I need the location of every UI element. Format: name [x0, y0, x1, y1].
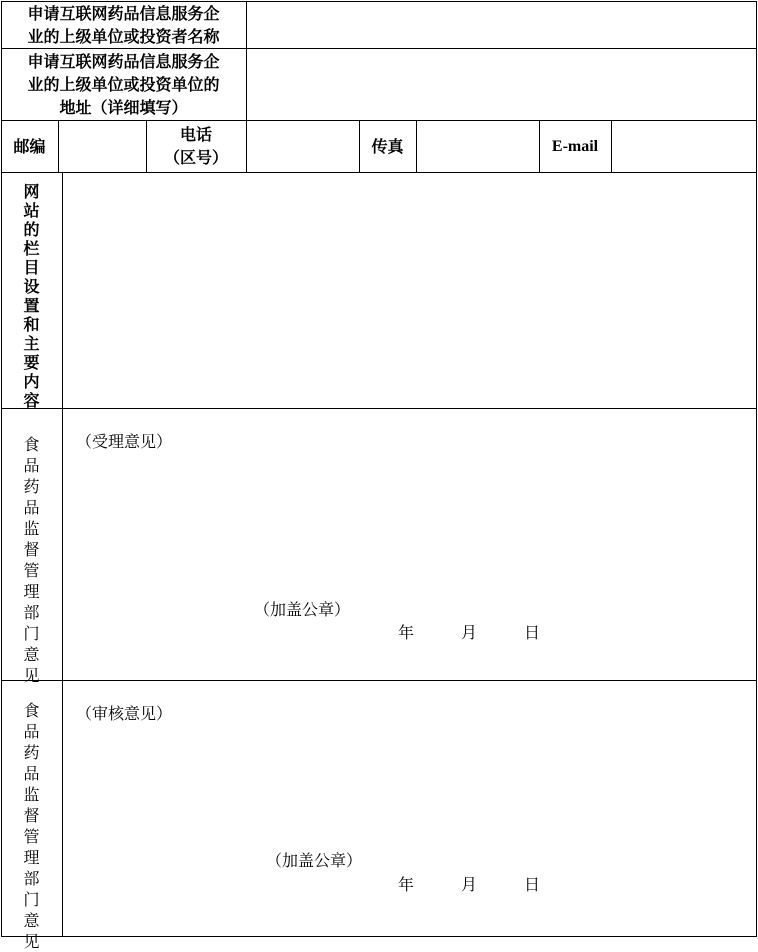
- phone-field[interactable]: [247, 121, 359, 172]
- superior-address-field[interactable]: [247, 49, 756, 120]
- fax-label: 传真: [371, 136, 404, 156]
- vertical-label-char: 目: [23, 258, 40, 277]
- review-dept-label: [1, 700, 62, 952]
- review-year-label: 年: [398, 875, 415, 894]
- postcode-field[interactable]: [59, 121, 146, 172]
- postcode-label: 邮编: [13, 136, 46, 156]
- vertical-label-char: 理: [23, 848, 40, 867]
- vertical-label-char: 督: [23, 806, 40, 825]
- vertical-label-char: 置: [23, 296, 40, 315]
- vertical-label-char: 管: [23, 827, 40, 846]
- vertical-label-char: 设: [23, 277, 40, 296]
- vertical-label-char: 内: [23, 372, 40, 391]
- vertical-label-char: 和: [23, 315, 40, 334]
- vertical-label-char: 品: [23, 456, 40, 475]
- acceptance-day-label: 日: [524, 623, 541, 642]
- review-seal-label: （加盖公章）: [266, 851, 363, 870]
- vertical-label-char: 意: [23, 911, 40, 930]
- label-line: 申请互联网药品信息服务企: [27, 3, 220, 23]
- website-content-field[interactable]: [63, 173, 756, 408]
- email-field[interactable]: [612, 121, 756, 172]
- vertical-label-char: 部: [23, 603, 40, 622]
- vertical-label-char: 网: [23, 182, 40, 201]
- vertical-label-char: 药: [23, 743, 40, 762]
- vertical-label-char: 品: [23, 722, 40, 741]
- vertical-label-char: 监: [23, 519, 40, 538]
- vertical-label-char: 容: [23, 391, 40, 410]
- vertical-label-char: 主: [23, 334, 40, 353]
- email-label: E-mail: [551, 137, 599, 155]
- vertical-label-char: 管: [23, 561, 40, 580]
- acceptance-dept-label: [1, 434, 62, 686]
- label-line: 地址（详细填写）: [59, 97, 188, 117]
- superior-address-label: [1, 48, 246, 120]
- phone-label: [146, 120, 246, 172]
- vertical-label-char: 要: [23, 353, 40, 372]
- fax-field[interactable]: [417, 121, 539, 172]
- vertical-label-char: 督: [23, 540, 40, 559]
- vertical-label-char: 食: [23, 701, 40, 720]
- review-opinion-label: （审核意见）: [76, 704, 173, 723]
- acceptance-month-label: 月: [461, 623, 478, 642]
- label-line: 电话: [179, 125, 212, 144]
- vertical-label-char: 品: [23, 498, 40, 517]
- acceptance-seal-label: （加盖公章）: [254, 600, 351, 619]
- row-divider: [1, 680, 757, 681]
- vertical-label-char: 栏: [23, 239, 40, 258]
- label-line: 业的上级单位或投资单位的: [27, 74, 220, 94]
- label-line: 业的上级单位或投资者名称: [27, 26, 220, 46]
- label-line: 申请互联网药品信息服务企: [27, 51, 220, 71]
- superior-name-field[interactable]: [247, 2, 756, 48]
- vertical-label-char: 理: [23, 582, 40, 601]
- vertical-label-char: 站: [23, 201, 40, 220]
- table-border-right: [756, 1, 757, 937]
- vertical-label-char: 见: [23, 666, 40, 685]
- row-divider: [1, 408, 757, 409]
- website-content-label: [1, 182, 62, 410]
- review-month-label: 月: [461, 875, 478, 894]
- vertical-label-char: 药: [23, 477, 40, 496]
- acceptance-year-label: 年: [398, 623, 415, 642]
- review-day-label: 日: [524, 875, 541, 894]
- vertical-label-char: 意: [23, 645, 40, 664]
- vertical-label-char: 部: [23, 869, 40, 888]
- vertical-label-char: 的: [23, 220, 40, 239]
- vertical-label-char: 门: [23, 624, 40, 643]
- vertical-label-char: 品: [23, 764, 40, 783]
- table-border-bottom: [1, 936, 757, 937]
- label-line: （区号）: [163, 148, 228, 167]
- vertical-label-char: 门: [23, 890, 40, 909]
- vertical-label-char: 见: [23, 932, 40, 951]
- acceptance-opinion-label: （受理意见）: [76, 432, 173, 451]
- vertical-label-char: 监: [23, 785, 40, 804]
- superior-name-label: [1, 1, 246, 48]
- vertical-label-char: 食: [23, 435, 40, 454]
